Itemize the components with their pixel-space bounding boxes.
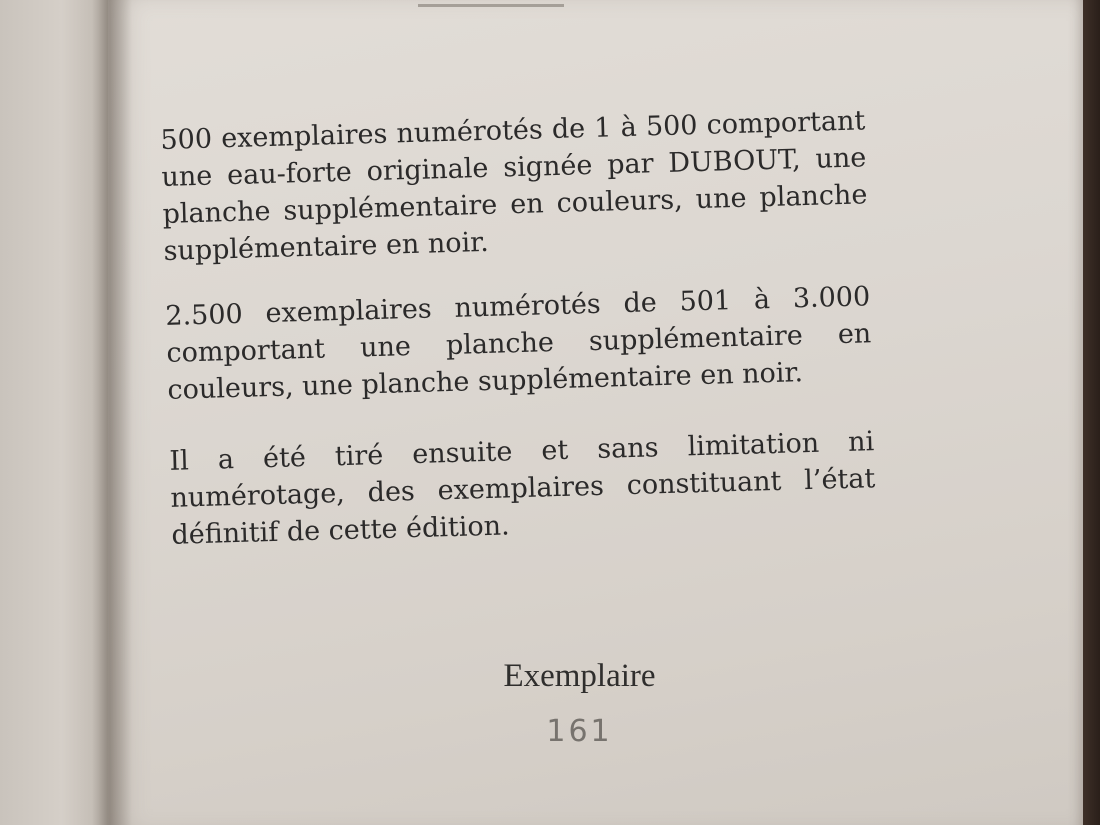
copy-number: 161 [546,714,613,749]
spine-shadow [92,0,132,825]
top-rule [418,4,564,7]
paragraph-numbered-1-500: 500 exemplaires numérotés de 1 à 500 comportant une eau-forte originale signée par DUBOUT, une planche supplémentaire en couleurs, une planche supplémentaire en noir. [160,105,868,267]
exemplaire-label: Exemplaire [503,658,656,694]
paragraph-unlimited-edition: Il a été tiré ensuite et sans limitation ni numérotage, des exemplaires constituant l’état définitif de cette édition. [169,426,876,551]
colophon-text [160,102,878,582]
paragraph-numbered-501-3000: 2.500 exemplaires numérotés de 501 à 3.000 comportant une planche supplémentaire en couleurs, une planche supplémentaire en noir. [164,281,872,406]
book-page [108,0,1083,825]
